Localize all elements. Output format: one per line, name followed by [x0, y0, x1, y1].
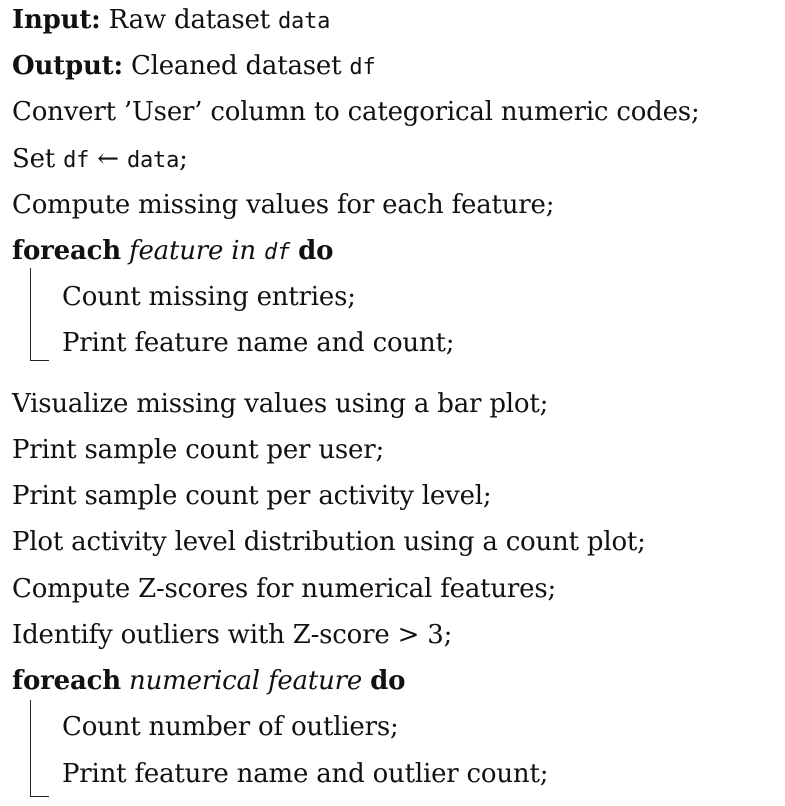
step-zscores: Compute Z-scores for numerical features; [12, 574, 557, 604]
output-keyword: Output: [12, 51, 123, 81]
loop1-scope-bracket [30, 268, 49, 361]
set-var-left: df [63, 148, 90, 173]
loop2-scope-bracket [30, 700, 49, 797]
output-line [12, 46, 376, 86]
loop2-keyword: foreach [12, 666, 121, 696]
loop1-body-line-1: Count missing entries; [62, 282, 356, 312]
output-text: Cleaned dataset [130, 51, 350, 81]
output-var: df [349, 55, 376, 80]
step-plot-activity: Plot activity level distribution using a count plot; [12, 527, 646, 557]
input-text: Raw dataset [108, 5, 278, 35]
step-visualize-missing: Visualize missing values using a bar plot; [12, 389, 549, 419]
loop1-cond-text: feature in [129, 236, 264, 266]
loop2-cond-text: numerical feature [129, 666, 363, 696]
loop2-body-line-2: Print feature name and outlier count; [62, 759, 549, 789]
set-end: ; [179, 144, 188, 174]
input-keyword: Input: [12, 5, 101, 35]
step-count-activity: Print sample count per activity level; [12, 481, 492, 511]
step-count-user: Print sample count per user; [12, 435, 385, 465]
loop1-header [12, 231, 333, 271]
set-var-right: data [126, 148, 180, 173]
step-missing-values: Compute missing values for each feature; [12, 190, 555, 220]
loop1-keyword: foreach [12, 236, 121, 266]
set-text: Set [12, 144, 64, 174]
loop1-do: do [298, 236, 334, 266]
loop2-body-line-1: Count number of outliers; [62, 712, 399, 742]
step-set-df [12, 139, 188, 179]
input-var: data [277, 9, 331, 34]
assign-arrow: ← [97, 144, 119, 174]
step-convert-user: Convert ’User’ column to categorical numeric codes; [12, 97, 700, 127]
loop2-header [12, 661, 405, 701]
loop1-cond-var: df [263, 240, 291, 265]
input-line [12, 0, 330, 40]
step-outliers: Identify outliers with Z-score > 3; [12, 620, 453, 650]
loop2-do: do [370, 666, 406, 696]
loop1-body-line-2: Print feature name and count; [62, 328, 455, 358]
